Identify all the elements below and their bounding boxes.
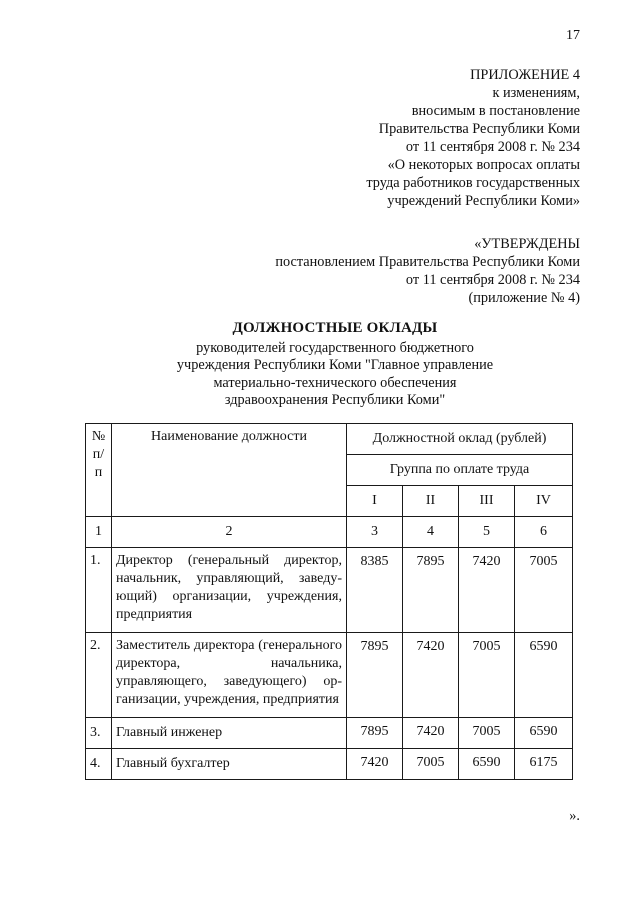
row-value: 7005: [515, 548, 573, 633]
header-row: [86, 424, 573, 455]
row-position-name: Главный бухгалтер: [112, 749, 347, 780]
appendix-line: труда работников государственных: [366, 175, 580, 191]
row-value: 7005: [459, 718, 515, 749]
header-salary: Должностной оклад (рублей): [347, 424, 573, 455]
row-position-name: Заместитель директора (генерального директора, начальника, управляющего, заведующего) организации, учреждения, предприятия: [112, 633, 347, 718]
row-value: 6590: [459, 749, 515, 780]
appendix-line: учреждений Республики Коми»: [387, 193, 580, 209]
row-value: 7420: [403, 633, 459, 718]
appendix-line: вносимым в постановление: [411, 103, 580, 119]
table-row: [86, 633, 573, 718]
subtitle-line: здравоохранения Республики Коми": [224, 392, 446, 409]
row-num: 1.: [86, 548, 112, 633]
header-group-iii: III: [459, 486, 515, 517]
page-number: 17: [566, 28, 580, 43]
appendix-line: к изменениям,: [492, 85, 580, 101]
main-title: ДОЛЖНОСТНЫЕ ОКЛАДЫ: [232, 320, 438, 336]
column-number: 5: [459, 517, 515, 548]
row-value: 7895: [403, 548, 459, 633]
row-value: 7420: [459, 548, 515, 633]
header-group: Группа по оплате труда: [347, 455, 573, 486]
subtitle-line: руководителей государственного бюджетного: [196, 339, 474, 356]
row-num: 4.: [86, 749, 112, 780]
row-value: 6590: [515, 633, 573, 718]
column-number: 1: [86, 517, 112, 548]
document-title: [90, 320, 580, 410]
closing-quote: ».: [569, 808, 580, 824]
subtitle-line: материально-технического обеспечения: [213, 374, 457, 391]
row-value: 7005: [459, 633, 515, 718]
appendix-line: «О некоторых вопросах оплаты: [387, 157, 580, 173]
column-number: 6: [515, 517, 573, 548]
appendix-line: ПРИЛОЖЕНИЕ 4: [470, 67, 580, 83]
row-value: 7420: [403, 718, 459, 749]
column-number: 2: [112, 517, 347, 548]
header-group-ii: II: [403, 486, 459, 517]
row-value: 7895: [347, 633, 403, 718]
row-value: 6590: [515, 718, 573, 749]
subtitle-line: учреждения Республики Коми "Главное управление: [176, 357, 494, 374]
approval-line: «УТВЕРЖДЕНЫ: [474, 236, 580, 252]
table-row: [86, 718, 573, 749]
salary-table: [85, 423, 573, 780]
table-row: [86, 749, 573, 780]
approval-line: от 11 сентября 2008 г. № 234: [405, 272, 580, 288]
row-value: 7005: [403, 749, 459, 780]
column-number-row: [86, 517, 573, 548]
row-num: 2.: [86, 633, 112, 718]
header-group-iv: IV: [515, 486, 573, 517]
row-value: 7420: [347, 749, 403, 780]
row-value: 8385: [347, 548, 403, 633]
appendix-line: Правительства Республики Коми: [378, 121, 580, 137]
appendix-header: [260, 66, 580, 210]
approval-line: постановлением Правительства Республики Коми: [275, 254, 580, 270]
appendix-line: от 11 сентября 2008 г. № 234: [405, 139, 580, 155]
header-position: Наименование должности: [112, 424, 347, 517]
header-group-i: I: [347, 486, 403, 517]
table-row: [86, 548, 573, 633]
approval-block: [180, 235, 580, 307]
row-value: 7895: [347, 718, 403, 749]
row-num: 3.: [86, 718, 112, 749]
column-number: 3: [347, 517, 403, 548]
row-position-name: Главный инженер: [112, 718, 347, 749]
row-value: 6175: [515, 749, 573, 780]
header-num: № п/п: [86, 424, 112, 517]
column-number: 4: [403, 517, 459, 548]
approval-line: (приложение № 4): [468, 290, 580, 306]
row-position-name: Директор (генеральный директор, начальник, управляющий, заведующий) организации, учреждения, предприятия: [112, 548, 347, 633]
